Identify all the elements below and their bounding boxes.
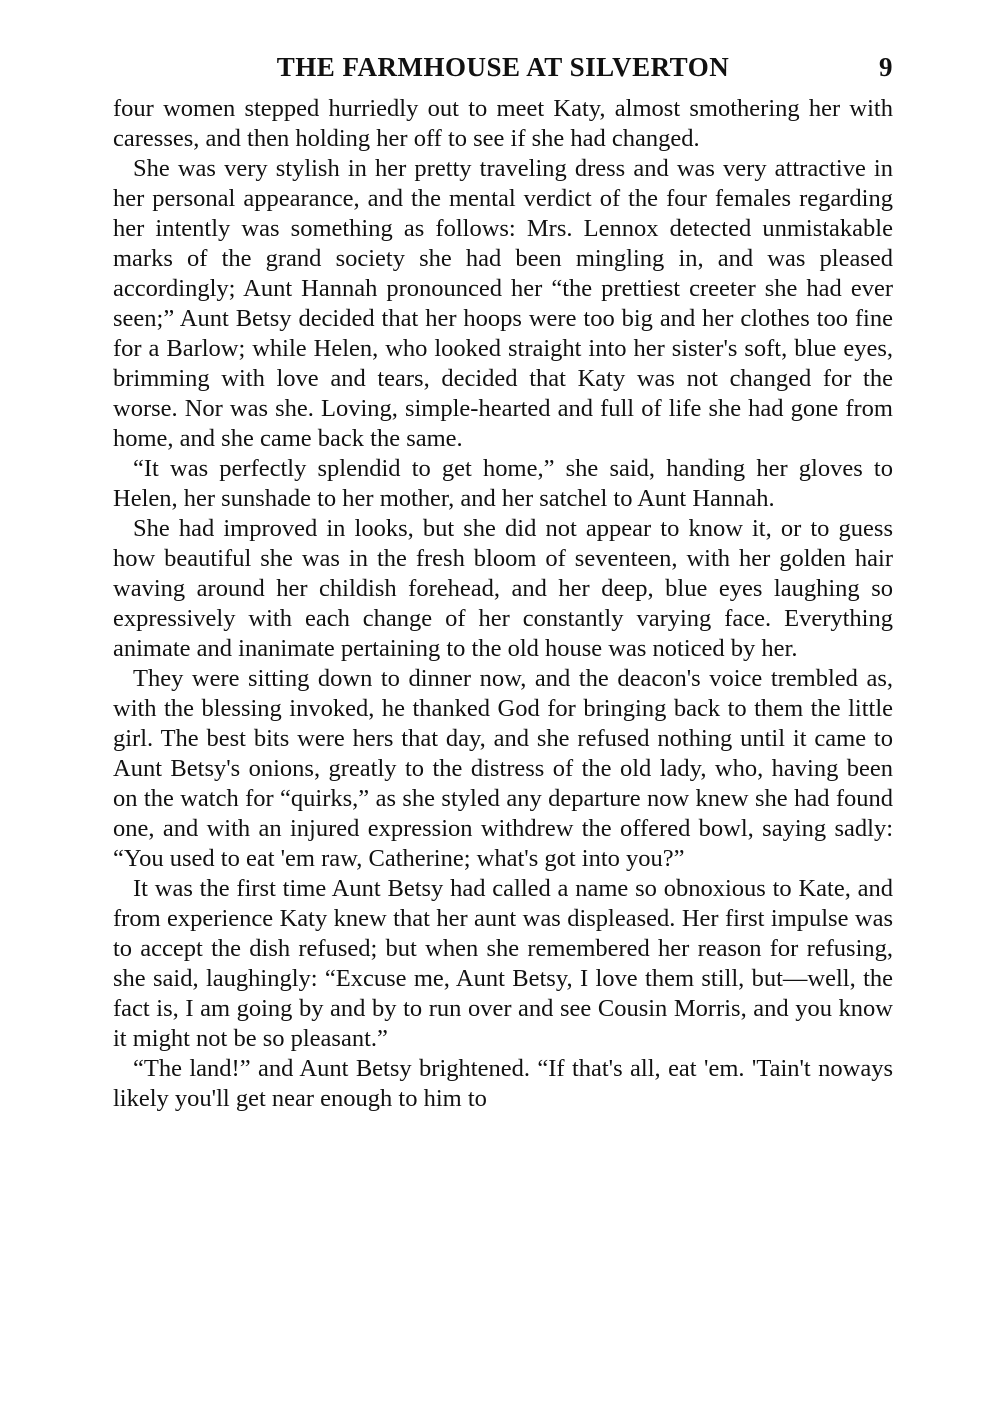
- paragraph-6: It was the first time Aunt Betsy had called a name so obnoxious to Kate, and from experience Katy knew that her aunt was displeased. Her first impulse was to accept the dish refused; but when she remembered her reason for refusing, she said, laughingly: “Excuse me, Aunt Betsy, I love them still, but—well, the fact is, I am going by and by to run over and see Cousin Morris, and you know it might not be so pleasant.”: [113, 875, 893, 1052]
- running-title: THE FARMHOUSE AT SILVERTON: [276, 52, 730, 82]
- body-text: [113, 94, 893, 1114]
- paragraph-3: “It was perfectly splendid to get home,” she said, handing her gloves to Helen, her sunshade to her mother, and her satchel to Aunt Hannah.: [113, 455, 893, 512]
- paragraph-1: four women stepped hurriedly out to meet Katy, almost smothering her with caresses, and then holding her off to see if she had changed.: [113, 95, 893, 152]
- page-number: 9: [879, 52, 893, 82]
- book-page: [113, 52, 893, 1114]
- paragraph-7: “The land!” and Aunt Betsy brightened. “If that's all, eat 'em. 'Tain't noways likely you'll get near enough to him to: [113, 1055, 893, 1112]
- paragraph-5: They were sitting down to dinner now, and the deacon's voice trembled as, with the blessing invoked, he thanked God for bringing back to them the little girl. The best bits were hers that day, and she refused nothing until it came to Aunt Betsy's onions, greatly to the distress of the old lady, who, having been on the watch for “quirks,” as she styled any departure now knew she had found one, and with an injured expression withdrew the offered bowl, saying sadly: “You used to eat 'em raw, Catherine; what's got into you?”: [113, 665, 893, 872]
- running-head: [113, 52, 893, 88]
- paragraph-4: She had improved in looks, but she did not appear to know it, or to guess how beautiful she was in the fresh bloom of seventeen, with her golden hair waving around her childish forehead, and her deep, blue eyes laughing so expressively with each change of her constantly varying face. Everything animate and inanimate pertaining to the old house was noticed by her.: [113, 515, 893, 662]
- paragraph-2: She was very stylish in her pretty traveling dress and was very attractive in her personal appearance, and the mental verdict of the four females regarding her intently was something as follows: Mrs. Lennox detected unmistakable marks of the grand society she had been mingling in, and was pleased accordingly; Aunt Hannah pronounced her “the prettiest creeter she had ever seen;” Aunt Betsy decided that her hoops were too big and her clothes too fine for a Barlow; while Helen, who looked straight into her sister's soft, blue eyes, brimming with love and tears, decided that Katy was not changed for the worse. Nor was she. Loving, simple-hearted and full of life she had gone from home, and she came back the same.: [113, 155, 893, 452]
